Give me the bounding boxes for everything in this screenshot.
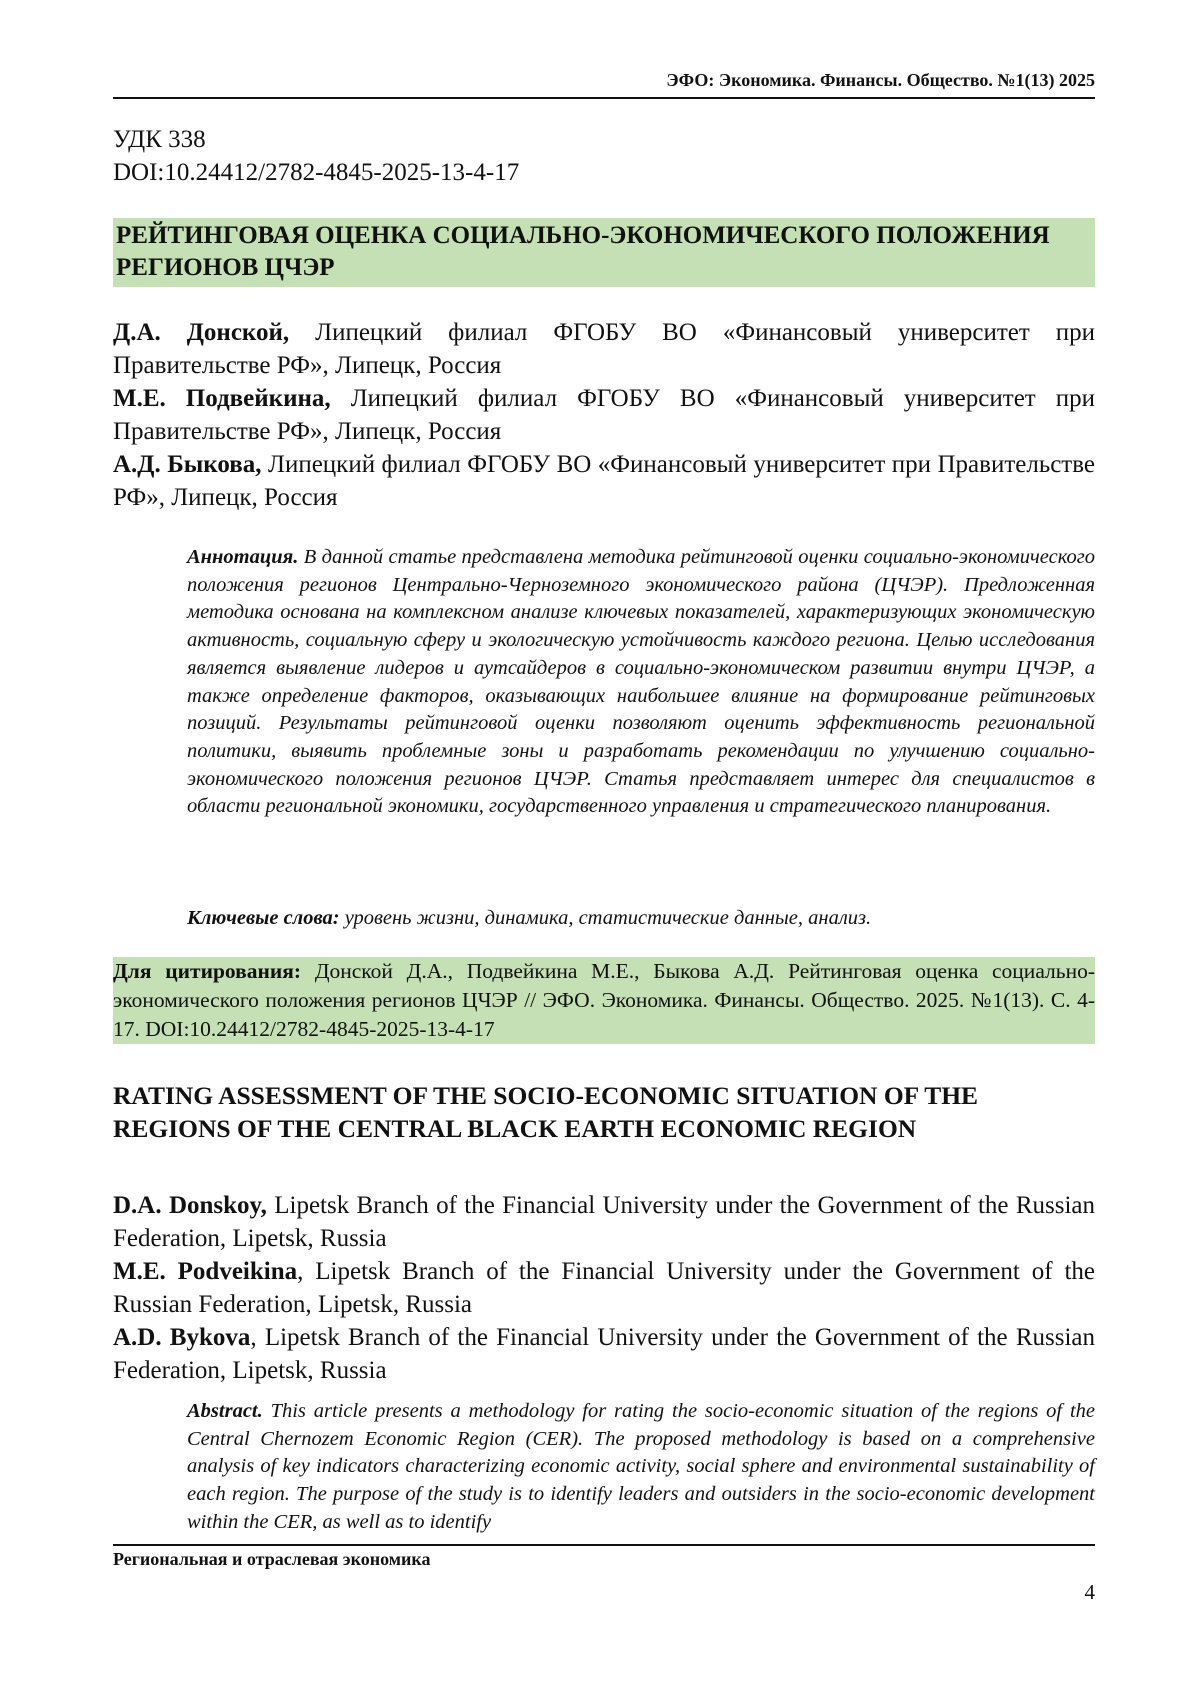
author-name: Д.А. Донской, — [113, 319, 289, 346]
author-name: M.E. Podveikina — [113, 1258, 297, 1285]
author-affiliation: Липецкий филиал ФГОБУ ВО «Финансовый университет при Правительстве РФ», Липецк, Россия — [113, 385, 1095, 445]
author-ru — [113, 316, 1095, 382]
author-name: А.Д. Быкова, — [113, 451, 262, 478]
abstract-en-label: Abstract. — [187, 1400, 263, 1422]
keywords-text: уровень жизни, динамика, статистические данные, анализ. — [340, 907, 872, 929]
citation-block — [113, 957, 1095, 1044]
running-head: ЭФО: Экономика. Финансы. Общество. №1(13) 2025 — [113, 70, 1095, 99]
udk-block — [113, 123, 519, 189]
author-name: М.Е. Подвейкина, — [113, 385, 331, 412]
author-en — [113, 1189, 1095, 1255]
page — [113, 0, 1095, 1697]
footer-divider — [113, 1544, 1095, 1546]
article-title-en: RATING ASSESSMENT OF THE SOCIO-ECONOMIC SITUATION OF THE REGIONS OF THE CENTRAL BLACK EARTH ECONOMIC REGION — [113, 1079, 1095, 1145]
author-ru — [113, 382, 1095, 448]
author-affiliation: Липецкий филиал ФГОБУ ВО «Финансовый университет при Правительстве РФ», Липецк, Россия — [113, 319, 1095, 379]
section-name: Региональная и отраслевая экономика — [113, 1549, 430, 1570]
keywords-label: Ключевые слова: — [187, 907, 340, 929]
author-en — [113, 1255, 1095, 1321]
abstract-ru-text: В данной статье представлена методика рейтинговой оценки социально-экономического положения регионов Центрально-Черноземного экономического района (ЦЧЭР). Предложенная методика основана на комплексном анализе ключевых показателей, характеризующих экономическую активность, социальную сферу и экологическую устойчивость каждого региона. Целью исследования является выявление лидеров и аутсайдеров в социально-экономическом развитии внутри ЦЧЭР, а также определение факторов, оказывающих наибольшее влияние на формирование рейтинговых позиций. Результаты рейтинговой оценки позволяют оценить эффективность региональной политики, выявить проблемные зоны и разработать рекомендации по улучшению социально-экономического положения регионов ЦЧЭР. Статья представляет интерес для специалистов в области региональной экономики, государственного управления и стратегического планирования. — [187, 546, 1095, 817]
udk-code: УДК 338 — [113, 123, 519, 156]
keywords-ru — [187, 905, 1095, 932]
author-affiliation: Липецкий филиал ФГОБУ ВО «Финансовый университет при Правительстве РФ», Липецк, Россия — [113, 451, 1095, 511]
author-affiliation: Lipetsk Branch of the Financial University under the Government of the Russian Federation, Lipetsk, Russia — [113, 1192, 1095, 1252]
author-name: D.A. Donskoy, — [113, 1192, 267, 1219]
doi: DOI:10.24412/2782-4845-2025-13-4-17 — [113, 156, 519, 189]
abstract-ru — [187, 544, 1095, 821]
abstract-ru-label: Аннотация. — [187, 546, 298, 568]
citation-text: Донской Д.А., Подвейкина М.Е., Быкова А.Д. Рейтинговая оценка социально-экономического положения регионов ЦЧЭР // ЭФО. Экономика. Финансы. Общество. 2025. №1(13). С. 4-17. DOI:10.24412/2782-4845-2025-13-4-17 — [113, 959, 1095, 1041]
author-affiliation: , Lipetsk Branch of the Financial University under the Government of the Russian Federation, Lipetsk, Russia — [113, 1324, 1095, 1384]
article-title-ru: РЕЙТИНГОВАЯ ОЦЕНКА СОЦИАЛЬНО-ЭКОНОМИЧЕСКОГО ПОЛОЖЕНИЯ РЕГИОНОВ ЦЧЭР — [113, 218, 1095, 287]
citation-label: Для цитирования: — [113, 959, 301, 983]
author-en — [113, 1321, 1095, 1387]
author-name: A.D. Bykova — [113, 1324, 250, 1351]
abstract-en-text: This article presents a methodology for rating the socio-economic situation of the regions of the Central Chernozem Economic Region (CER). The proposed methodology is based on a comprehensive analysis of key indicators characterizing economic activity, social sphere and environmental sustainability of each region. The purpose of the study is to identify leaders and outsiders in the socio-economic development within the CER, as well as to identify — [187, 1400, 1095, 1533]
authors-ru — [113, 316, 1095, 514]
page-number: 4 — [1085, 1580, 1096, 1605]
author-affiliation: , Lipetsk Branch of the Financial University under the Government of the Russian Federation, Lipetsk, Russia — [113, 1258, 1095, 1318]
abstract-en — [187, 1398, 1095, 1537]
authors-en — [113, 1189, 1095, 1387]
author-ru — [113, 448, 1095, 514]
